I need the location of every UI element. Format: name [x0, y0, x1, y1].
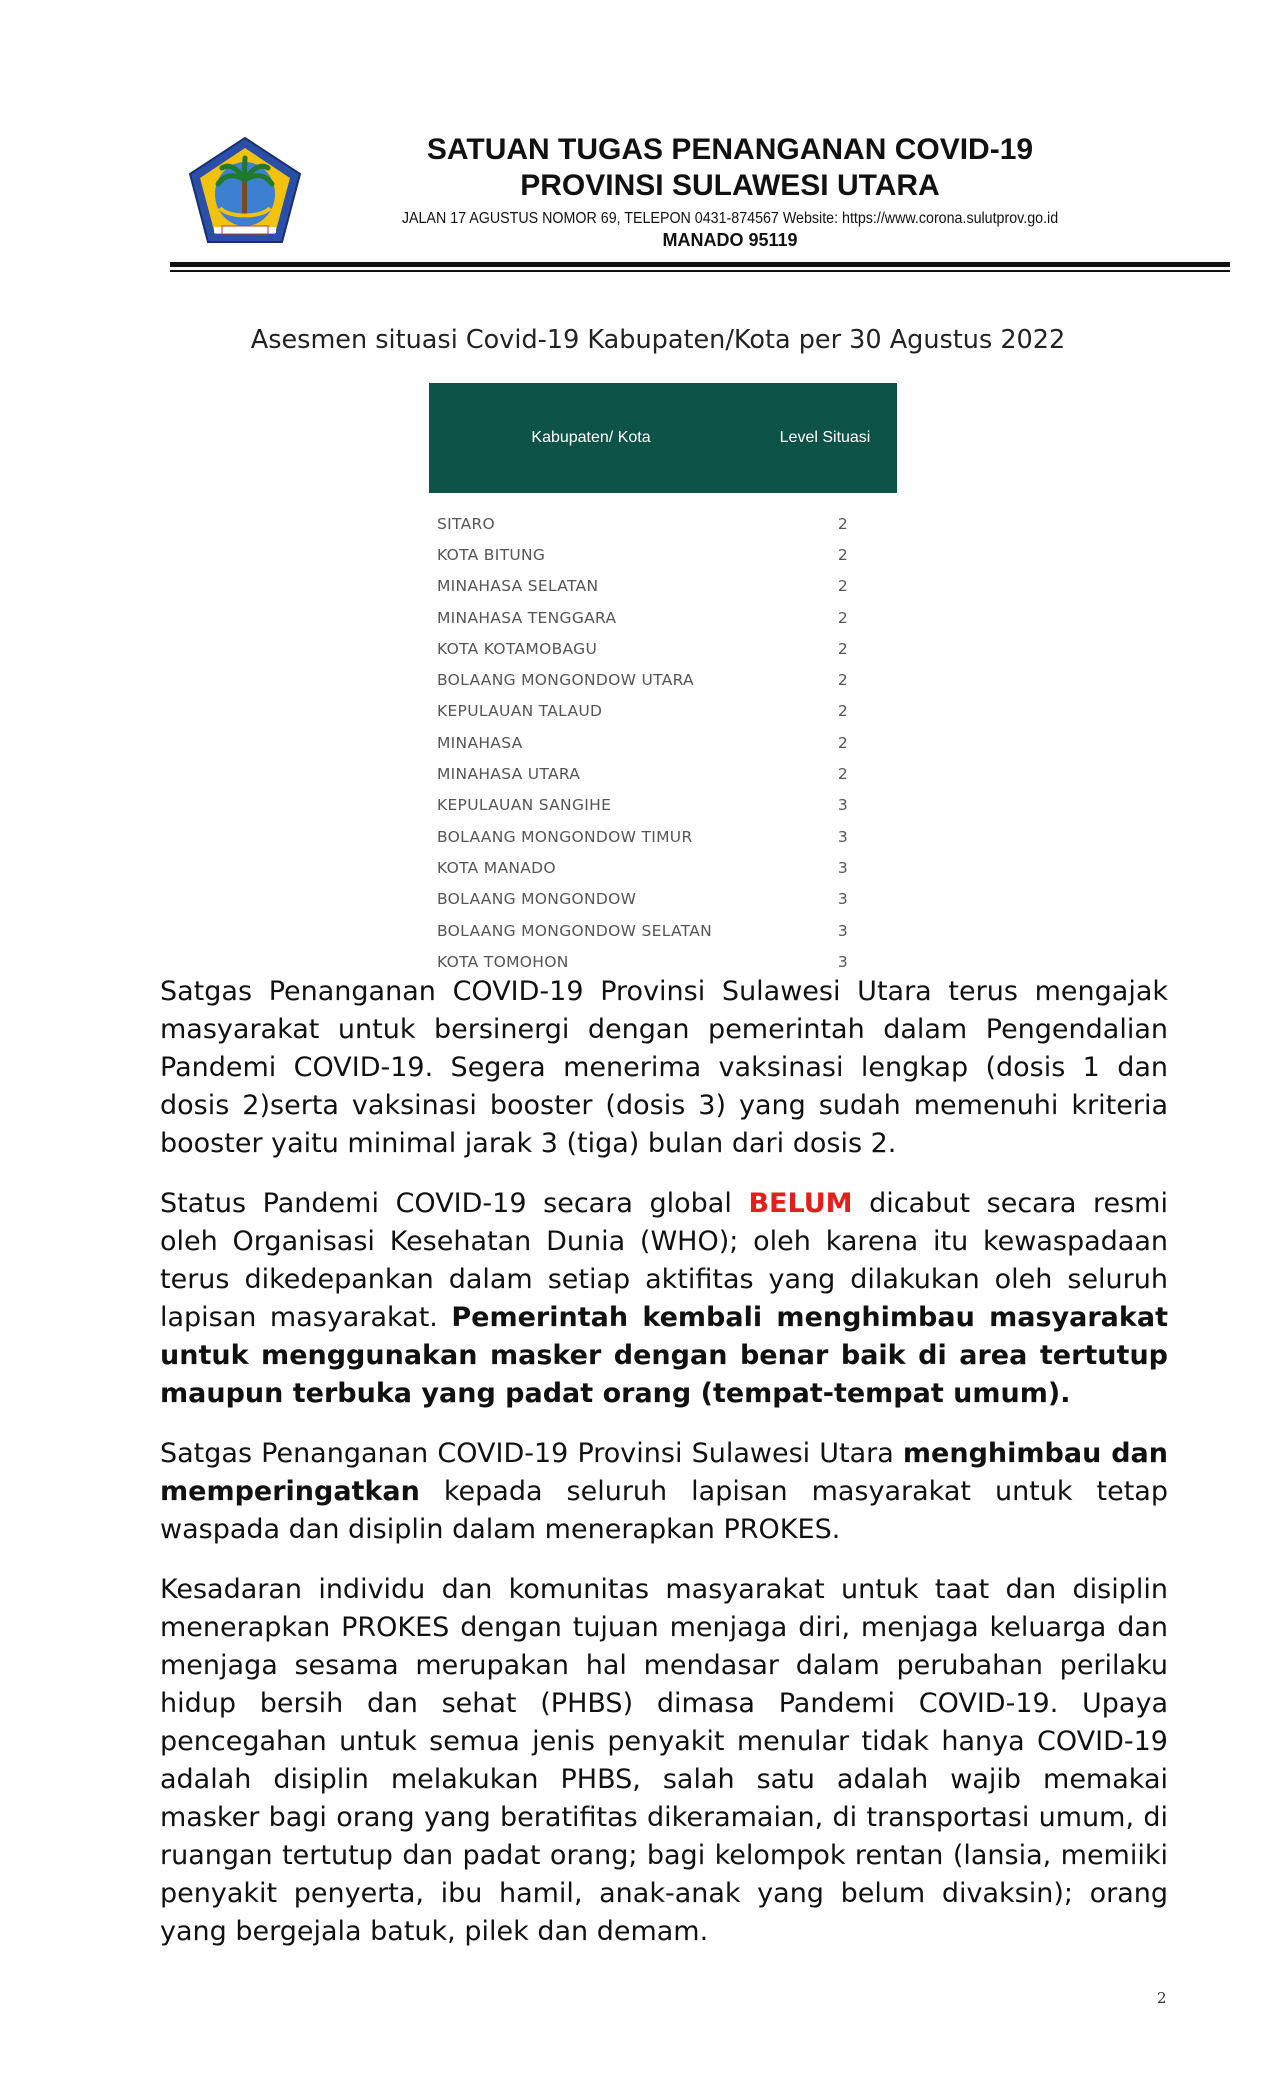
city-postal: MANADO 95119 — [662, 230, 798, 250]
table-row — [429, 758, 897, 789]
table-row — [429, 821, 897, 852]
region-level: 3 — [837, 796, 849, 815]
paragraph-3 — [160, 1435, 1168, 1549]
table-body — [429, 508, 897, 977]
paragraph-2-text-b: dicabut secara resmi oleh Organisasi Kesehatan Dunia (WHO); oleh karena itu kewaspadaan terus dikedepankan dalam setiap aktifitas yang dilakukan oleh seluruh lapisan masyarakat. — [160, 1188, 1168, 1333]
region-name: BOLAANG MONGONDOW — [437, 890, 637, 909]
table-row — [429, 790, 897, 821]
belum-emphasis: BELUM — [748, 1188, 853, 1219]
letterhead — [170, 128, 1230, 278]
paragraph-3-text-b: kepada seluruh lapisan masyarakat untuk tetap waspada dan disiplin dalam menerapkan PROKES. — [160, 1476, 1168, 1545]
body-text — [160, 973, 1168, 1973]
region-name: KOTA BITUNG — [437, 545, 546, 564]
paragraph-2-bold: Pemerintah kembali menghimbau masyarakat untuk menggunakan masker dengan benar baik di area tertutup maupun terbuka yang padat orang (tempat-tempat umum). — [160, 1302, 1168, 1409]
region-level: 2 — [837, 639, 849, 658]
region-name: KOTA MANADO — [437, 858, 556, 877]
paragraph-3-text-a: Satgas Penanganan COVID-19 Provinsi Sulawesi Utara — [160, 1438, 903, 1469]
region-level: 2 — [837, 702, 849, 721]
paragraph-3-bold: menghimbau dan memperingatkan — [160, 1438, 1168, 1507]
table-row — [429, 884, 897, 915]
column-header-level: Level Situasi — [779, 429, 871, 446]
region-name: MINAHASA — [437, 733, 523, 752]
table-row — [429, 696, 897, 727]
region-level: 2 — [837, 733, 849, 752]
paragraph-4: Kesadaran individu dan komunitas masyarakat untuk taat dan disiplin menerapkan PROKES dengan tujuan menjaga diri, menjaga keluarga dan menjaga sesama merupakan hal mendasar dalam perubahan perilaku hidup bersih dan sehat (PHBS) dimasa Pandemi COVID-19. Upaya pencegahan untuk semua jenis penyakit menular tidak hanya COVID-19 adalah disiplin melakukan PHBS, salah satu adalah wajib memakai masker bagi orang yang beratifitas dikeramaian, di transportasi umum, di ruangan tertutup dan padat orang; bagi kelompok rentan (lansia, memiiki penyakit penyerta, ibu hamil, anak-anak yang belum divaksin); orang yang bergejala batuk, pilek dan demam. — [160, 1574, 1168, 1947]
table-row — [429, 602, 897, 633]
provincial-emblem-logo — [184, 134, 306, 252]
organization-name: SATUAN TUGAS PENANGANAN COVID-19 — [426, 133, 1034, 166]
region-level: 2 — [837, 671, 849, 690]
region-level: 2 — [837, 514, 849, 533]
paragraph-2 — [160, 1185, 1168, 1413]
paragraph-1: Satgas Penanganan COVID-19 Provinsi Sulawesi Utara terus mengajak masyarakat untuk bersinergi dengan pemerintah dalam Pengendalian Pandemi COVID-19. Segera menerima vaksinasi lengkap (dosis 1 dan dosis 2)serta vaksinasi booster (dosis 3) yang sudah memenuhi kriteria booster yaitu minimal jarak 3 (tiga) bulan dari dosis 2. — [160, 976, 1168, 1159]
region-name: BOLAANG MONGONDOW UTARA — [437, 671, 694, 690]
province-name: PROVINSI SULAWESI UTARA — [520, 169, 940, 202]
region-level: 3 — [837, 890, 849, 909]
table-row — [429, 664, 897, 695]
letterhead-text — [320, 128, 1140, 251]
assessment-title: Asesmen situasi Covid-19 Kabupaten/Kota per 30 Agustus 2022 — [250, 325, 1066, 355]
region-name: KEPULAUAN SANGIHE — [437, 796, 612, 815]
table-row — [429, 508, 897, 539]
table-row — [429, 852, 897, 883]
region-name: SITARO — [437, 514, 496, 533]
region-level: 3 — [837, 952, 849, 971]
region-name: KOTA KOTAMOBAGU — [437, 639, 598, 658]
region-name: BOLAANG MONGONDOW SELATAN — [437, 921, 713, 940]
region-level: 3 — [837, 827, 849, 846]
region-name: BOLAANG MONGONDOW TIMUR — [437, 827, 693, 846]
table-row — [429, 571, 897, 602]
table-row — [429, 727, 897, 758]
table-row — [429, 633, 897, 664]
region-name: MINAHASA TENGGARA — [437, 608, 617, 627]
region-name: KEPULAUAN TALAUD — [437, 702, 603, 721]
region-level: 2 — [837, 608, 849, 627]
region-name: MINAHASA SELATAN — [437, 577, 599, 596]
table-header — [429, 383, 897, 493]
table-row — [429, 915, 897, 946]
region-level: 2 — [837, 545, 849, 564]
header-rule-thin — [170, 270, 1230, 272]
paragraph-2-text-a: Status Pandemi COVID-19 secara global — [160, 1188, 749, 1219]
level-table — [429, 383, 897, 977]
region-level: 2 — [837, 765, 849, 784]
region-level: 2 — [837, 577, 849, 596]
page-number: 2 — [1157, 1989, 1167, 2007]
region-level: 3 — [837, 921, 849, 940]
column-header-name: Kabupaten/ Kota — [531, 429, 651, 446]
region-name: KOTA TOMOHON — [437, 952, 569, 971]
table-row — [429, 539, 897, 570]
region-name: MINAHASA UTARA — [437, 765, 581, 784]
header-rule-thick — [170, 262, 1230, 267]
address-line: JALAN 17 AGUSTUS NOMOR 69, TELEPON 0431-874567 Website: https://www.corona.sulutprov.go.id — [401, 210, 1059, 227]
region-level: 3 — [837, 858, 849, 877]
